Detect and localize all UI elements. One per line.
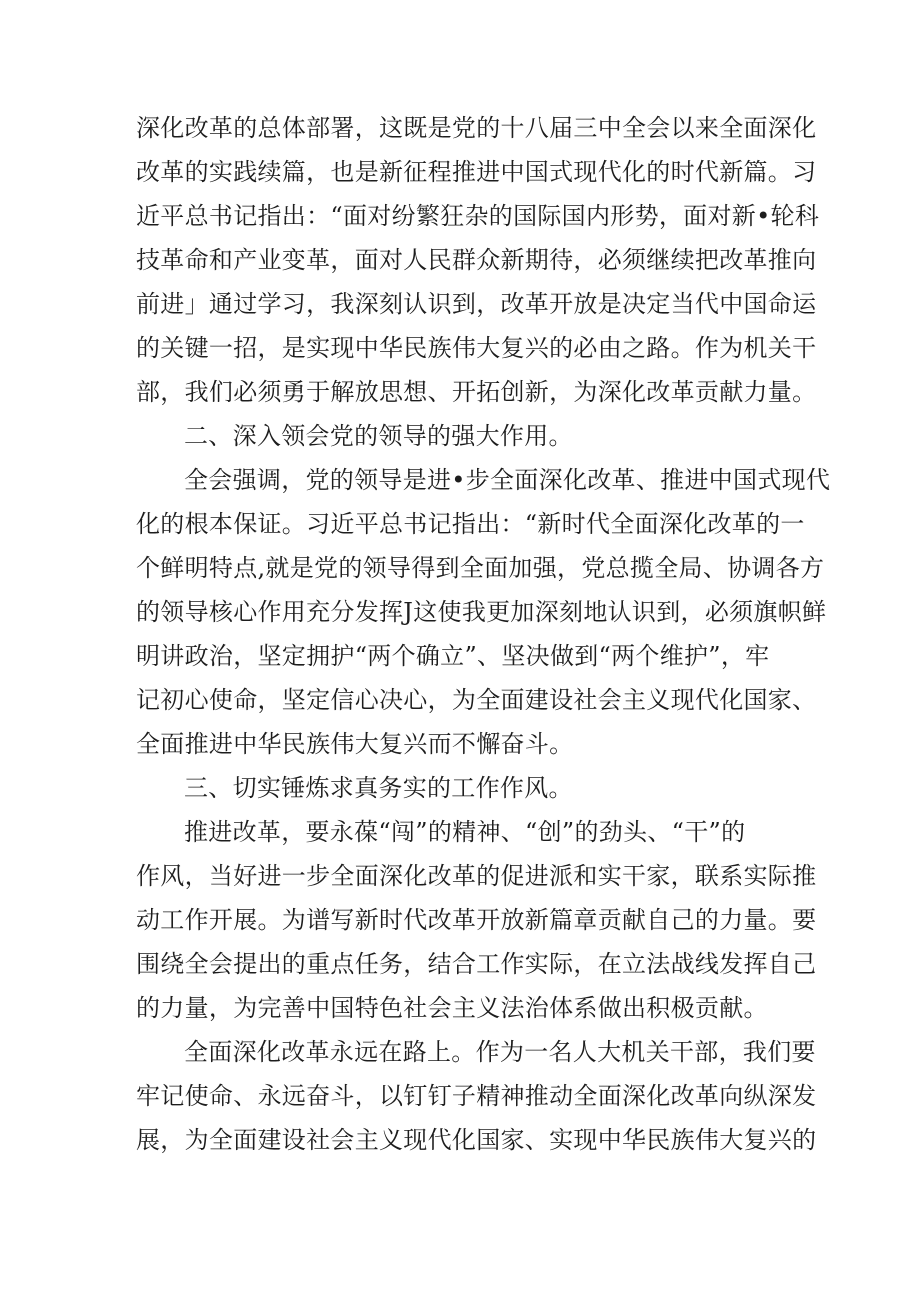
text-line: 推进改革，要永葆“闯”的精神、“创”的劲头、“干”的 — [184, 818, 746, 846]
text-line: 动工作开展。为谱写新时代改革开放新篇章贡献自己的力量。要 — [136, 906, 817, 934]
text-line: 化的根本保证。习近平总书记指出：“新时代全面深化改革的一 — [136, 510, 805, 538]
document-body — [136, 106, 831, 1162]
text-line: 全面推进中华民族伟大复兴而不懈奋斗。 — [136, 730, 574, 758]
text-line: 的关键一招，是实现中华民族伟大复兴的必由之路。作为机关干 — [136, 334, 817, 362]
text-line: 二、深入领会党的领导的强大作用。 — [184, 422, 573, 450]
text-line: 技革命和产业变革，面对人民群众新期待，必须继续把改革推向 — [136, 246, 817, 274]
text-line: 围绕全会提出的重点任务，结合工作实际，在立法战线发挥自己 — [136, 950, 817, 978]
text-line: 明讲政治，坚定拥护“两个确立”、坚决做到“两个维护”，牢 — [136, 642, 770, 670]
text-line: 牢记使命、永远奋斗，以钉钉子精神推动全面深化改革向纵深发 — [136, 1082, 817, 1110]
text-line: 的力量，为完善中国特色社会主义法治体系做出积极贡献。 — [136, 994, 768, 1022]
text-line: 作风，当好进一步全面深化改革的促进派和实干家，联系实际推 — [136, 862, 817, 890]
text-line: 三、切实锤炼求真务实的工作作风。 — [184, 774, 573, 802]
text-line: 深化改革的总体部署，这既是党的十八届三中全会以来全面深化 — [136, 114, 817, 142]
text-line: 前进」通过学习，我深刻认识到，改革开放是决定当代中国命运 — [136, 290, 817, 318]
text-line: 展，为全面建设社会主义现代化国家、实现中华民族伟大复兴的 — [136, 1126, 817, 1154]
text-line: 全面深化改革永远在路上。作为一名人大机关干部，我们要 — [184, 1038, 816, 1066]
text-line: 个鲜明特点,就是党的领导得到全面加强，党总揽全局、协调各方 — [136, 554, 825, 582]
text-line: 改革的实践续篇，也是新征程推进中国式现代化的时代新篇。习 — [136, 158, 817, 186]
text-line: 部，我们必须勇于解放思想、开拓创新，为深化改革贡献力量。 — [136, 378, 817, 406]
text-line: 记初心使命，坚定信心决心，为全面建设社会主义现代化国家、 — [136, 686, 817, 714]
text-line: 的领导核心作用充分发挥J这使我更加深刻地认识到，必须旗帜鲜 — [136, 598, 827, 626]
text-line: 近平总书记指出：“面对纷繁狂杂的国际国内形势，面对新•轮科 — [136, 202, 820, 230]
text-line: 全会强调，党的领导是进•步全面深化改革、推进中国式现代 — [184, 466, 831, 494]
